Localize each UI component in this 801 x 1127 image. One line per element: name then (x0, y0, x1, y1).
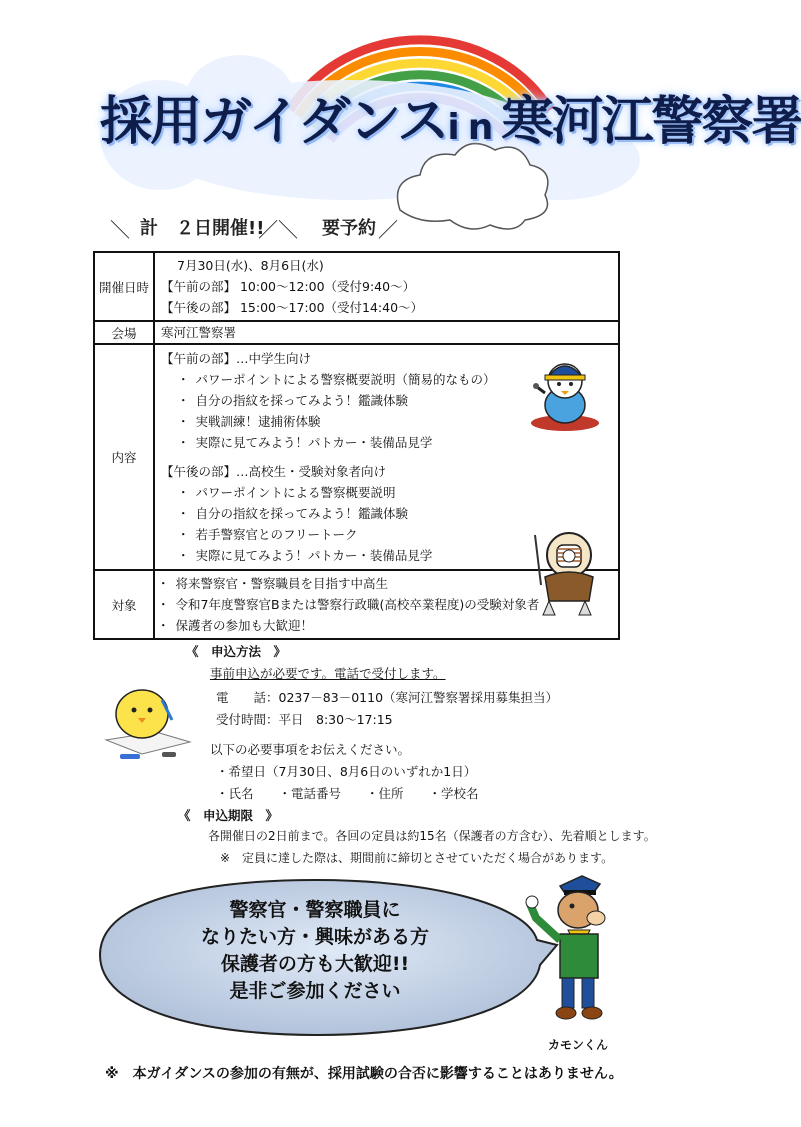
afternoon-heading: 【午後の部】…高校生・受験対象者向け (161, 464, 387, 479)
label-venue: 会場 (94, 321, 154, 344)
table-row-dates (94, 252, 619, 321)
title-station: 寒河江警察署 (501, 92, 801, 152)
subtitle-slash-mid: ／＼ (258, 218, 298, 242)
label-dates: 開催日時 (94, 252, 154, 321)
mascot-name: カモンくん (548, 1038, 609, 1052)
title-in: in (447, 107, 502, 148)
chick-writing-illustration (102, 680, 194, 765)
bubble-line4: 是非ご参加ください (229, 980, 401, 1002)
list-item: ・ 自分の指紋を採ってみよう！鑑識体験 (161, 503, 612, 524)
deadline-heading: 《 申込期限 》 (178, 808, 279, 823)
bubble-line3: 保護者の方も大歓迎!! (220, 953, 410, 975)
subtitle-reservation: 要予約 (322, 218, 376, 239)
subtitle-slash-right: ／ (378, 218, 398, 242)
list-item: ・ 実際に見てみよう！パトカー・装備品見学 (161, 432, 612, 453)
apply-item2: ・氏名 ・電話番号 ・住所 ・学校名 (216, 786, 479, 801)
morning-heading: 【午前の部】…中学生向け (161, 351, 312, 366)
list-item: ・ パワーポイントによる警察概要説明（簡易的なもの） (161, 369, 612, 390)
bubble-line2: なりたい方・興味がある方 (200, 926, 429, 948)
list-item: ・ 若手警察官とのフリートーク (161, 524, 612, 545)
apply-phone: 電 話：0237－83－0110（寒河江警察署採用募集担当） (216, 690, 559, 705)
deadline-text: 各開催日の2日前まで。各回の定員は約15名（保護者の方含む）、先着順とします。 (208, 829, 656, 843)
dates-line3: 【午後の部】 15:00～17:00（受付14:40～） (161, 300, 424, 315)
apply-request: 以下の必要事項をお伝えください。 (210, 742, 411, 757)
police-mascot-illustration (520, 868, 620, 1028)
title-main: 採用ガイダンス (100, 92, 448, 152)
list-item: ・ 令和7年度警察官Bまたは警察行政職(高校卒業程度)の受験対象者 (157, 594, 612, 615)
table-row-venue (94, 321, 619, 344)
subtitle-slash-left: ＼ (110, 218, 130, 242)
kendo-mascot-illustration (527, 525, 612, 620)
venue-value: 寒河江警察署 (161, 325, 237, 340)
label-content: 内容 (94, 344, 154, 570)
deadline-note: ※ 定員に達した際は、期間前に締切とさせていただく場合があります。 (220, 851, 614, 865)
apply-note: 事前申込が必要です。電話で受付します。 (210, 666, 446, 681)
table-row-content (94, 344, 619, 570)
subtitle-days: 計 ２日開催!! (140, 218, 265, 239)
bubble-message (110, 897, 520, 1005)
list-item: ・ 実戦訓練！逮捕術体験 (161, 411, 612, 432)
list-item: ・ パワーポイントによる警察概要説明 (161, 482, 612, 503)
apply-hours: 受付時間：平日 8:30～17:15 (216, 712, 393, 727)
list-item: ・ 将来警察官・警察職員を目指す中高生 (157, 573, 612, 594)
apply-heading: 《 申込方法 》 (186, 644, 287, 659)
singing-mascot-illustration (525, 353, 605, 433)
list-item: ・ 保護者の参加も大歓迎！ (157, 615, 612, 636)
label-target: 対象 (94, 570, 154, 639)
info-table (93, 251, 620, 640)
apply-item1: ・希望日（7月30日、8月6日のいずれか1日） (216, 764, 477, 779)
page-title (100, 72, 801, 172)
bubble-line1: 警察官・警察職員に (229, 899, 401, 921)
dates-line2: 【午前の部】 10:00～12:00（受付9:40～） (161, 279, 416, 294)
dates-line1: 7月30日(水)、8月6日(水) (177, 258, 324, 273)
list-item: ・ 自分の指紋を採ってみよう！鑑識体験 (161, 390, 612, 411)
list-item: ・ 実際に見てみよう！パトカー・装備品見学 (161, 545, 612, 566)
footer-note: ※ 本ガイダンスの参加の有無が、採用試験の合否に影響することはありません。 (105, 1066, 623, 1082)
